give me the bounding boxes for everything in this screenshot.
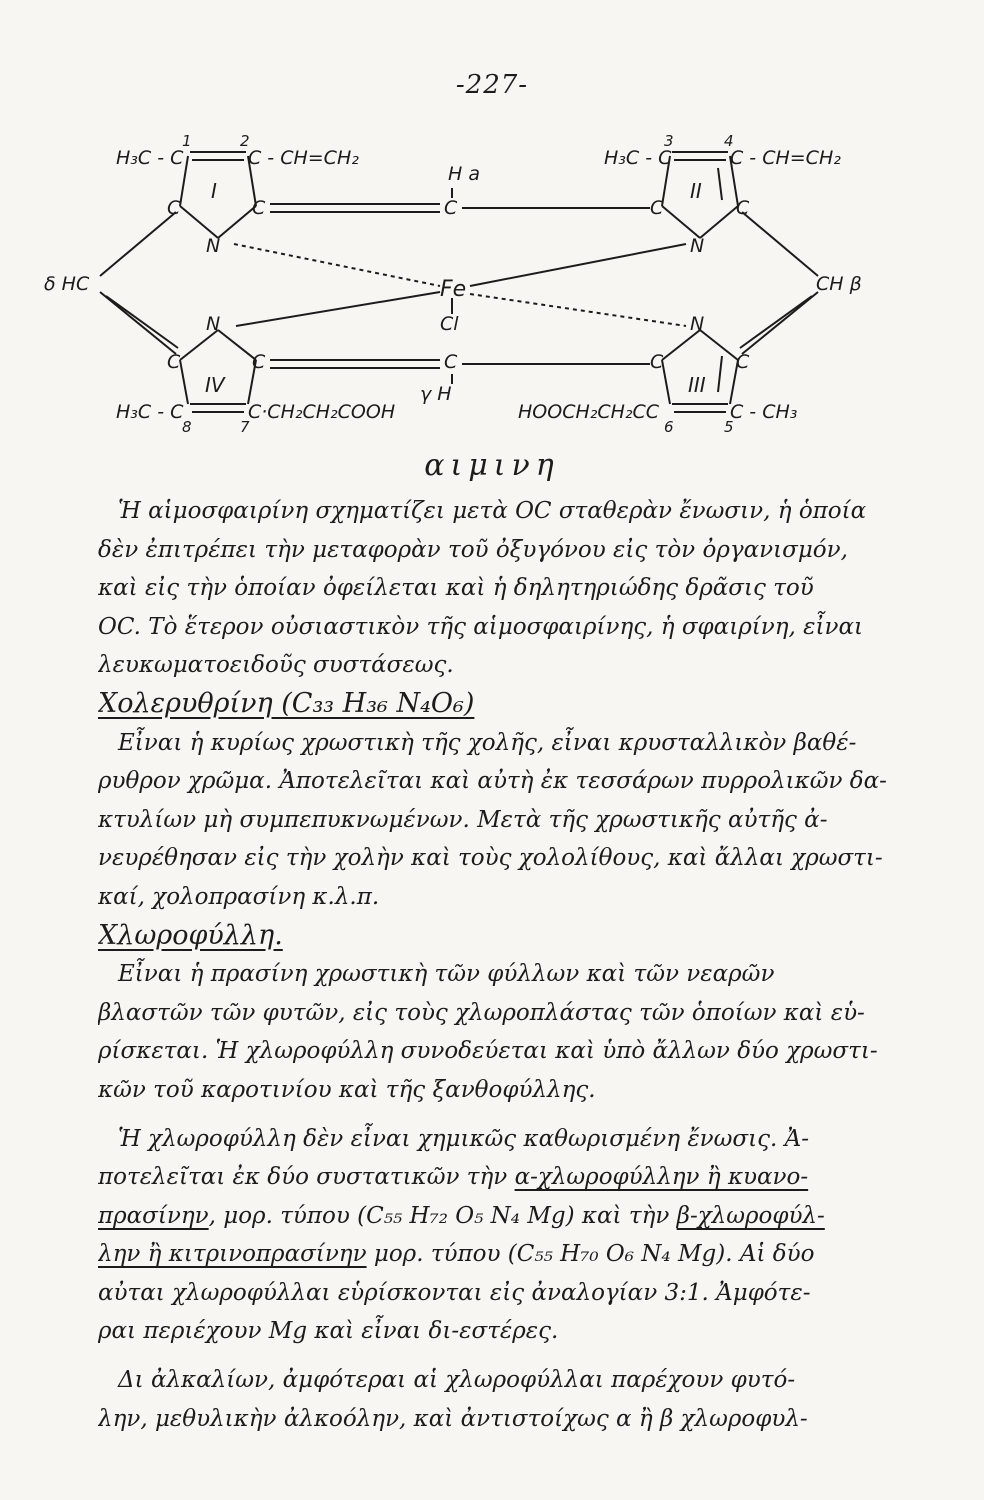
page-number: -227-	[455, 70, 529, 100]
bottom-right-group: C - CH₃	[730, 401, 798, 423]
top-right-group: H₃C - C	[604, 147, 672, 169]
ring-4	[180, 330, 256, 412]
text-line	[98, 1235, 898, 1274]
alpha-label: H a	[448, 163, 480, 185]
text-span: , μορ. τύπου (C₅₅ H₇₂ O₅ N₄ Mg) καὶ τὴν	[208, 1202, 677, 1229]
text-line: ρίσκεται. Ἡ χλωροφύλλη συνοδεύεται καὶ ὑπὸ ἄλλων δύο χρωστι-	[98, 1038, 878, 1065]
text-line: βλαστῶν τῶν φυτῶν, εἰς τοὺς χλωροπλάστας τῶν ὁποίων καὶ εὑ-	[98, 999, 865, 1026]
text-line: κῶν τοῦ καροτινίου καὶ τῆς ξανθοφύλλης.	[98, 1076, 596, 1103]
underlined-term: β-χλωροφύλ-	[676, 1202, 825, 1229]
text-line	[98, 1197, 898, 1236]
top-right-vinyl: C - CH=CH₂	[730, 147, 841, 169]
text-line: Ἡ αἱμοσφαιρίνη σχηματίζει μετὰ ΟC σταθερὰν ἔνωσιν, ἡ ὁποία	[118, 498, 867, 524]
body-text	[98, 492, 898, 1438]
carbon: C	[650, 197, 664, 219]
n-bottom-left: N	[206, 313, 221, 335]
section-heading-chlorophyll: Χλωροφύλλη.	[98, 919, 283, 951]
text-line: νευρέθησαν εἰς τὴν χολὴν καὶ τοὺς χολολίθους, καὶ ἄλλαι χρωστι-	[98, 845, 883, 872]
text-line: Εἶναι ἡ κυρίως χρωστικὴ τῆς χολῆς, εἶναι κρυσταλλικὸν βαθέ-	[118, 729, 857, 756]
text-line: Ἡ χλωροφύλλη δὲν εἶναι χημικῶς καθωρισμένη ἔνωσις. Ἀ-	[118, 1125, 809, 1152]
ring-2-label: II	[690, 179, 702, 203]
position-5: 5	[724, 418, 734, 436]
text-line: Εἶναι ἡ πρασίνη χρωστικὴ τῶν φύλλων καὶ τῶν νεαρῶν	[118, 961, 775, 988]
position-8: 8	[182, 418, 192, 436]
text-line: Δι ἀλκαλίων, ἀμφότεραι αἱ χλωροφύλλαι παρέχουν φυτό-	[118, 1367, 796, 1394]
text-line: καὶ εἰς τὴν ὁποίαν ὀφείλεται καὶ ἡ δηλητηριώδης δρᾶσις τοῦ	[98, 575, 814, 602]
text-span: ποτελεῖται ἐκ δύο συστατικῶν τὴν	[98, 1164, 515, 1191]
ring-4-label: IV	[205, 373, 225, 397]
bottom-left-chain: C·CH₂CH₂COOH	[248, 401, 396, 423]
carbon: C	[252, 351, 266, 373]
text-line: λην, μεθυλικὴν ἀλκοόλην, καὶ ἀντιστοίχως α ἢ β χλωροφυλ-	[98, 1405, 808, 1432]
structure-caption: αιμινη	[424, 448, 560, 483]
underlined-term: λην ἢ κιτρινοπρασίνην	[98, 1241, 367, 1268]
text-line: λευκωματοειδοῦς συστάσεως.	[98, 652, 454, 679]
carbon: C	[444, 351, 458, 373]
carbon: C	[252, 197, 266, 219]
chloride: Cl	[440, 313, 459, 335]
carbon: C	[167, 351, 181, 373]
gamma-label: γ H	[420, 383, 452, 405]
ring-3-label: III	[688, 373, 706, 397]
underlined-term: πρασίνην	[98, 1202, 209, 1229]
ring-1	[180, 152, 256, 238]
section-heading-bilirubin: Χολερυθρίνη (C₃₃ H₃₆ N₄O₆)	[98, 687, 475, 719]
text-line	[98, 1158, 898, 1197]
hemin-structure	[0, 0, 984, 460]
text-line: αὐται χλωροφύλλαι εὑρίσκονται εἰς ἀναλογίαν 3:1. Ἀμφότε-	[98, 1279, 811, 1306]
text-line: ραι περιέχουν Mg καὶ εἶναι δι-εστέρες.	[98, 1318, 559, 1345]
text-line: δὲν ἐπιτρέπει τὴν μεταφορὰν τοῦ ὀξυγόνου εἰς τὸν ὀργανισμόν,	[98, 536, 848, 563]
text-span: μορ. τύπου (C₅₅ H₇₀ O₆ N₄ Mg). Αἱ δύο	[366, 1241, 815, 1268]
position-3: 3	[664, 132, 674, 150]
bottom-right-chain: HOOCH₂CH₂CC	[518, 401, 660, 423]
text-line: καί, χολοπρασίνη κ.λ.π.	[98, 883, 380, 910]
carbon: C	[736, 351, 750, 373]
top-left-vinyl: C - CH=CH₂	[248, 147, 359, 169]
n-top-left: N	[206, 235, 221, 257]
carbon: C	[444, 197, 458, 219]
top-left-group: H₃C - C	[116, 147, 184, 169]
position-2: 2	[240, 132, 250, 150]
n-bottom-right: N	[690, 313, 705, 335]
position-1: 1	[182, 132, 192, 150]
text-line: ρυθρον χρῶμα. Ἀποτελεῖται καὶ αὐτὴ ἐκ τεσσάρων πυρρολικῶν δα-	[98, 768, 887, 795]
beta-label: CH β	[816, 273, 862, 295]
text-line: κτυλίων μὴ συμπεπυκνωμένων. Μετὰ τῆς χρωστικῆς αὐτῆς ἀ-	[98, 806, 828, 833]
carbon: C	[736, 197, 750, 219]
delta-label: δ HC	[44, 273, 90, 295]
bottom-left-group: H₃C - C	[116, 401, 184, 423]
carbon: C	[650, 351, 664, 373]
iron-atom: Fe	[440, 277, 467, 302]
n-top-right: N	[690, 235, 705, 257]
position-4: 4	[724, 132, 734, 150]
position-7: 7	[240, 418, 250, 436]
position-6: 6	[664, 418, 674, 436]
text-line: ΟC. Τὸ ἕτερον οὐσιαστικὸν τῆς αἱμοσφαιρίνης, ἡ σφαιρίνη, εἶναι	[98, 613, 864, 640]
carbon: C	[167, 197, 181, 219]
underlined-term: α-χλωροφύλλην ἢ κυανο-	[514, 1164, 809, 1191]
ring-1-label: I	[211, 179, 217, 203]
ring-3	[662, 330, 738, 412]
